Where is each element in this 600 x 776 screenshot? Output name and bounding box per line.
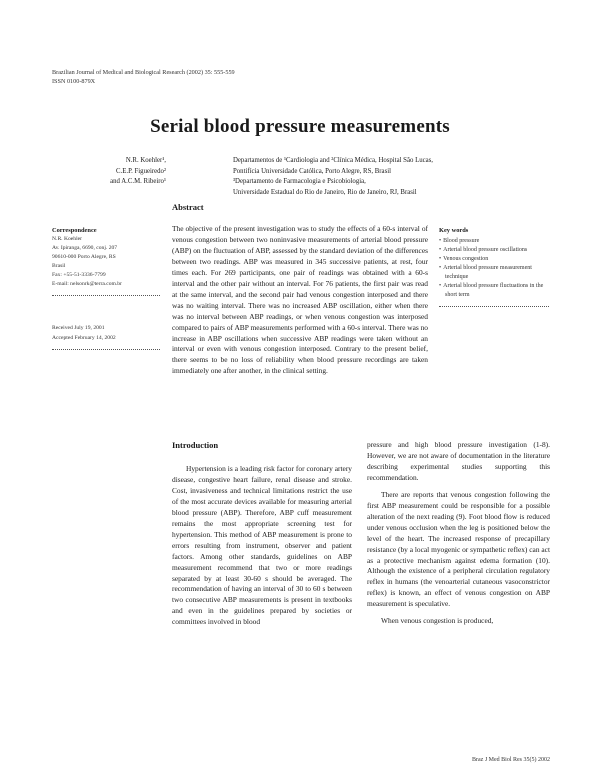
body-column-right — [367, 440, 550, 633]
correspondence-heading: Correspondence — [52, 227, 97, 234]
paragraph: When venous congestion is produced, — [381, 616, 494, 626]
keyword-item: • Arterial blood pressure fluctuations in the short term — [439, 282, 549, 300]
dates-block — [52, 323, 160, 354]
article-title: Serial blood pressure measurements — [150, 116, 450, 137]
correspondence-line: Fax: +55-51-3336-7799 — [52, 272, 106, 278]
keywords-heading: Key words — [439, 227, 469, 234]
affiliation-line: Departamentos de ¹Cardiologia and ²Clínica Médica, Hospital São Lucas, — [233, 157, 433, 164]
affiliations — [233, 156, 533, 198]
introduction-heading: Introduction — [172, 440, 219, 450]
divider — [52, 295, 160, 296]
correspondence-line: Brasil — [52, 263, 66, 269]
abstract-text: The objective of the present investigation was to study the effects of a 60-s interval of venous congestion between two noninvasive measurements of arterial blood pressure (ABP) on the fluctuation of ABP, assessed by the standard deviation of the differences between two readings. ABP was measured in 345 successive patients, at rest, four times each. For 269 participants, one pair of readings was obtained with a 60-s interval and the other pair without an interval. For 76 patients, the first pair was read at the same interval, and the second pair had venous congestion interposed and there was no waiting interval. There was no increased ABP oscillation, either when there was no interval between ABP readings, or when venous congestion was interposed compared to pairs of ABP measurements performed with a 60-s interval. There was no increase in ABP oscillations when successive ABP readings were taken without an interval or even with venous congestion interposed. Contrary to the present belief, there seems to be no loss of reliability when blood pressure recordings are taken immediately one after another, in the clinical setting. — [172, 224, 428, 376]
abstract-heading: Abstract — [172, 202, 204, 212]
divider — [439, 306, 549, 307]
keyword-item: • Arterial blood pressure oscillations — [439, 246, 549, 255]
divider — [52, 349, 160, 350]
received-date: Received July 19, 2001 — [52, 325, 105, 331]
author: C.E.P. Figueiredo² — [116, 167, 166, 175]
journal-header — [52, 68, 235, 86]
keyword-item: • Arterial blood pressure measurement technique — [439, 264, 549, 282]
page-footer: Braz J Med Biol Res 35(5) 2002 — [472, 757, 550, 763]
correspondence-block — [52, 226, 160, 300]
accepted-date: Accepted February 14, 2002 — [52, 335, 116, 341]
correspondence-line: N.R. Koehler — [52, 236, 82, 242]
correspondence-line: Av. Ipiranga, 6690, conj. 207 — [52, 245, 118, 251]
author: and A.C.M. Ribeiro¹ — [110, 178, 166, 185]
paragraph: pressure and high blood pressure investigation (1-8). However, we are not aware of documentation in the literature describing experimental studies supporting this recommendation. — [367, 440, 550, 482]
author: N.R. Koehler¹, — [125, 157, 166, 164]
affiliation-line: Universidade Estadual do Rio de Janeiro, Rio de Janeiro, RJ, Brasil — [233, 188, 417, 196]
author-list — [60, 156, 166, 188]
affiliation-line: Pontifícia Universidade Católica, Porto Alegre, RS, Brasil — [233, 167, 392, 175]
keywords-block — [439, 226, 549, 311]
correspondence-line: 90610-000 Porto Alegre, RS — [52, 254, 116, 260]
body-column-left: Hypertension is a leading risk factor for coronary artery disease, congestive heart failure, renal disease and stroke. Cost, invasiveness and technical limitations restrict the use of the most accurate devices available for measuring arterial blood pressure (ABP). Therefore, ABP cuff measurement remains the most appropriate screening test for hypertension. This method of ABP measurement is prone to errors resulting from instrument, observer and patient factors. Among other standards, guidelines on ABP measurement recommend that two or more readings separated by at least 30-60 s should be averaged. The recommendation of having an interval of 30 to 60 s between two consecutive ABP measurements is present in textbooks and even in the guidelines prepared by societies or committees involved in blood — [172, 464, 352, 627]
journal-citation: Brazilian Journal of Medical and Biological Research (2002) 35: 555-559 — [52, 69, 235, 76]
affiliation-line: ³Departamento de Farmacologia e Psicobiologia, — [233, 178, 366, 185]
correspondence-email[interactable]: E-mail: nelsonrk@terra.com.br — [52, 281, 122, 287]
keyword-item: • Venous congestion — [439, 255, 549, 264]
journal-issn: ISSN 0100-879X — [52, 78, 96, 85]
keyword-item: • Blood pressure — [439, 237, 549, 246]
paragraph: There are reports that venous congestion following the first ABP measurement could be responsible for a possible alteration of the next reading (9). Foot blood flow is reduced under venous occlusion when the leg is positioned below the level of the heart. The increased response of precapillary resistance (by a local myogenic or sympathetic reflex) can act as a protective mechanism against edema formation (10). Although the existence of a peripheral circulation regulatory reflex in humans (the venoarterial cutaneous vasoconstrictor reflex) is known, an effect of venous congestion on ABP measurement is speculative. — [367, 489, 550, 609]
